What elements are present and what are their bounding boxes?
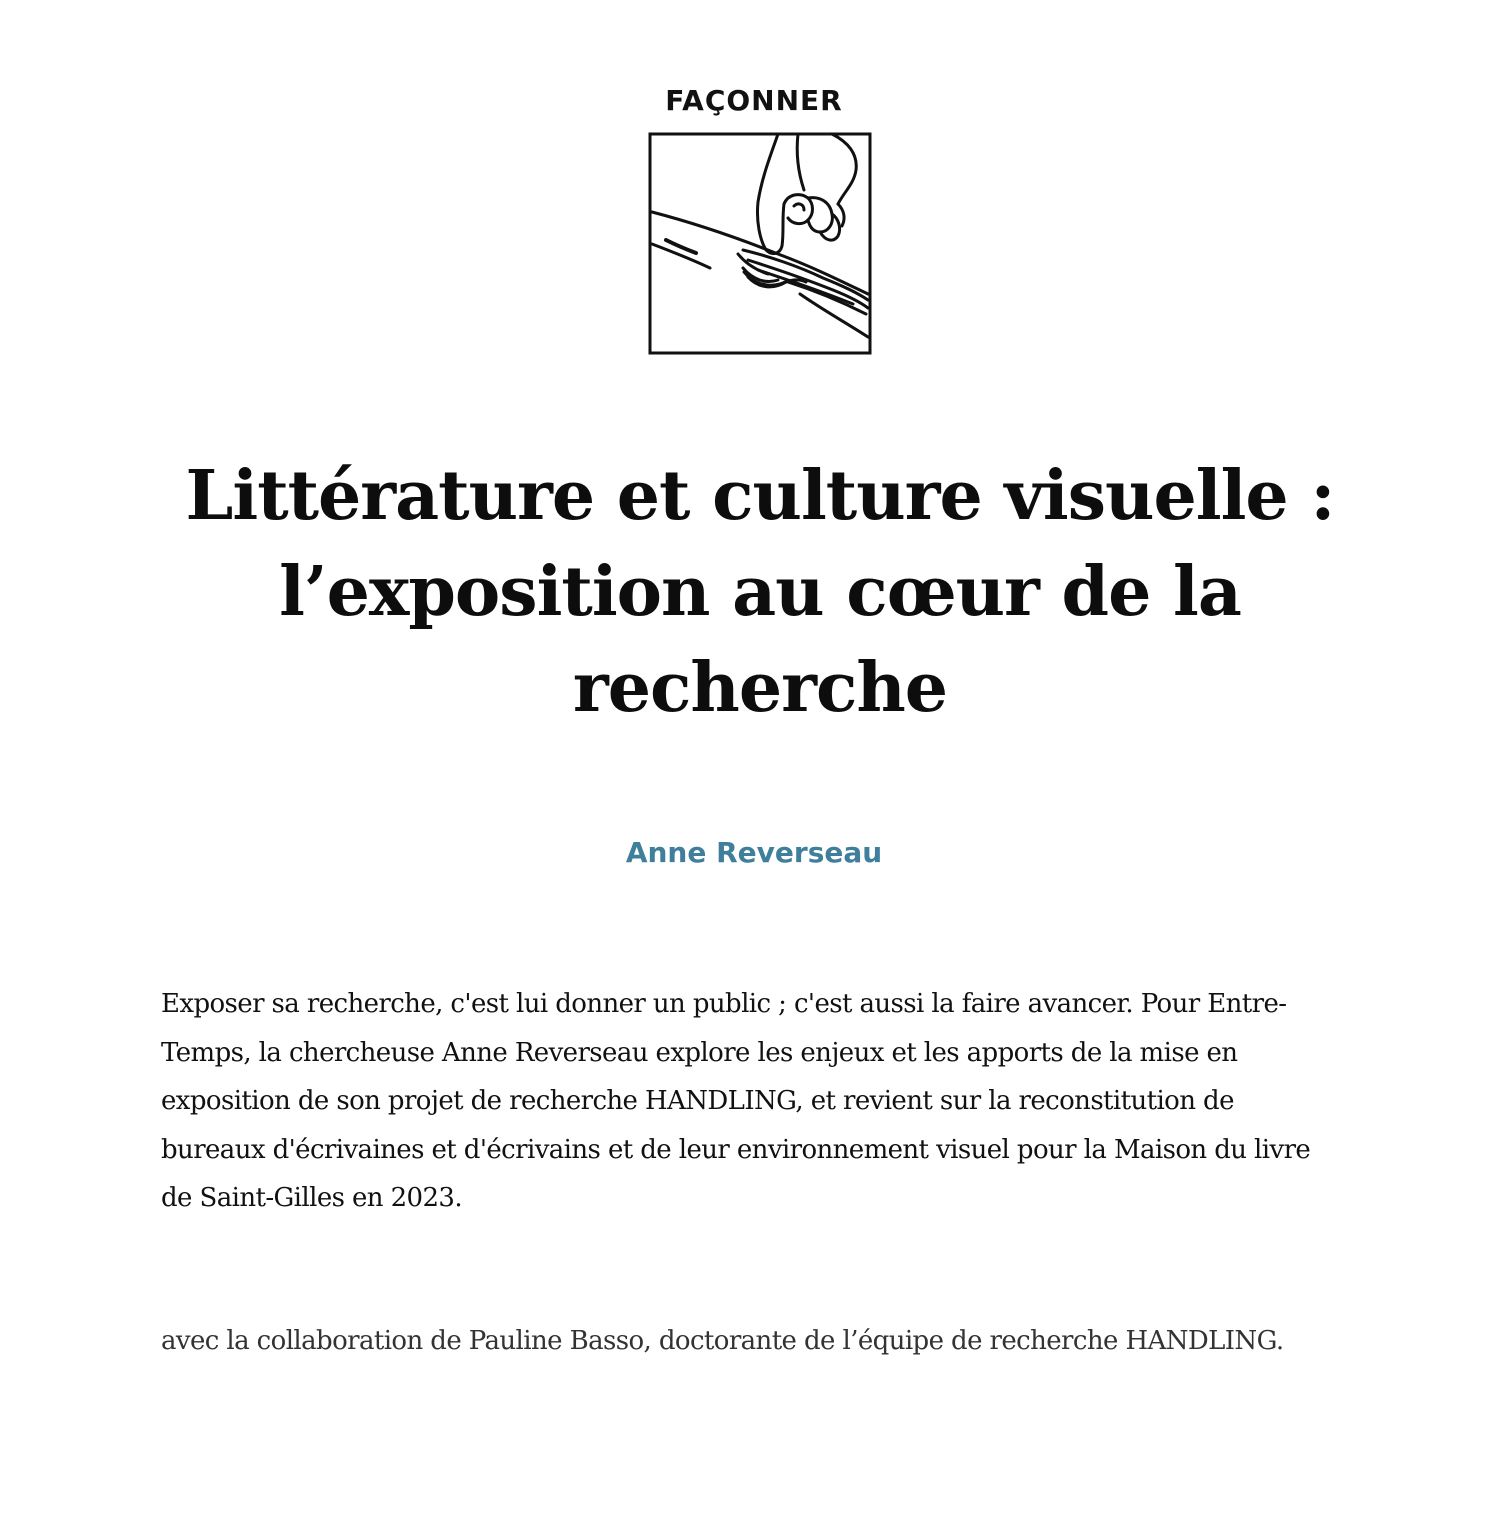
hand-shaping-clay-icon bbox=[648, 132, 874, 356]
author-name[interactable]: Anne Reverseau bbox=[625, 836, 883, 869]
article-abstract: Exposer sa recherche, c'est lui donner un public ; c'est aussi la faire avancer. Pour Entre-Temps, la chercheuse Anne Reverseau explore les enjeux et les apports de la mise en exposition de son projet de recherche HANDLING, et revient sur la reconstitution de bureaux d'écrivaines et d'écrivains et de leur environnement visuel pour la Maison du livre de Saint-Gilles en 2023. bbox=[161, 989, 1311, 1213]
collaboration-credit: avec la collaboration de Pauline Basso, doctorante de l’équipe de recherche HANDLING. bbox=[161, 1326, 1284, 1356]
section-rubric: FAÇONNER bbox=[665, 84, 843, 117]
article-title: Littérature et culture visuelle : l’exposition au cœur de la recherche bbox=[185, 456, 1335, 728]
